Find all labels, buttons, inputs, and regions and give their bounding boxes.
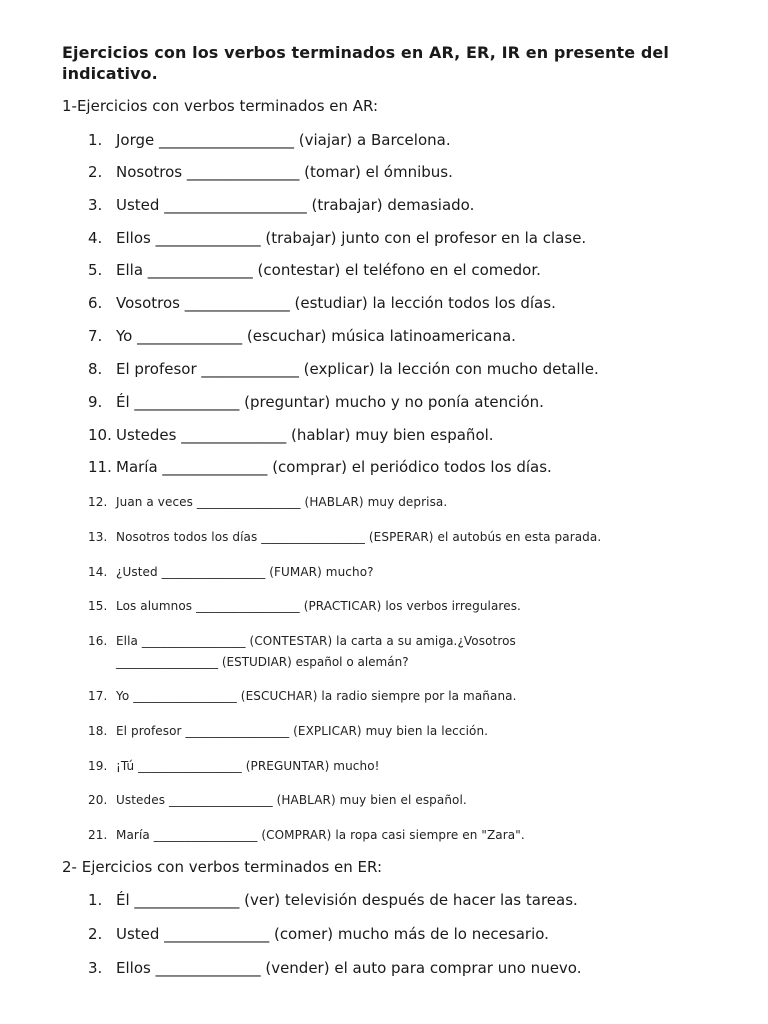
item-number: 3. bbox=[88, 959, 103, 977]
item-text: Juan a veces _________________ (HABLAR) muy deprisa. bbox=[116, 495, 448, 509]
exercise-er-item-2 bbox=[88, 924, 549, 944]
item-number: 1. bbox=[88, 891, 103, 909]
item-number: 3. bbox=[88, 196, 103, 214]
page-title: Ejercicios con los verbos terminados en AR, ER, IR en presente del indicativo. bbox=[62, 43, 669, 83]
section-2-heading: 2- Ejercicios con verbos terminados en ER: bbox=[62, 858, 383, 876]
item-text: Yo _________________ (ESCUCHAR) la radio siempre por la mañana. bbox=[116, 689, 517, 703]
item-number: 1. bbox=[88, 131, 103, 149]
exercise-item-16-continuation: _________________ (ESTUDIAR) español o alemán? bbox=[116, 655, 409, 669]
item-number: 10. bbox=[88, 426, 112, 444]
item-number: 16. bbox=[88, 634, 108, 648]
exercise-item-17 bbox=[88, 686, 517, 706]
item-text: María ______________ (comprar) el periódico todos los días. bbox=[116, 458, 552, 476]
exercise-item-12 bbox=[88, 492, 447, 512]
item-text: Jorge __________________ (viajar) a Barcelona. bbox=[116, 131, 451, 149]
item-text: Nosotros todos los días _________________ (ESPERAR) el autobús en esta parada. bbox=[116, 530, 602, 544]
section-1-heading: 1-Ejercicios con verbos terminados en AR: bbox=[62, 97, 379, 115]
exercise-item-2 bbox=[88, 162, 453, 182]
item-number: 18. bbox=[88, 724, 108, 738]
exercise-item-1 bbox=[88, 130, 451, 150]
exercise-item-5 bbox=[88, 260, 541, 280]
item-text: Ellos ______________ (vender) el auto para comprar uno nuevo. bbox=[116, 959, 582, 977]
exercise-item-15 bbox=[88, 596, 521, 616]
item-text: Nosotros _______________ (tomar) el ómnibus. bbox=[116, 163, 453, 181]
item-text: Ella _________________ (CONTESTAR) la carta a su amiga.¿Vosotros bbox=[116, 634, 516, 648]
item-number: 6. bbox=[88, 294, 103, 312]
item-text: Vosotros ______________ (estudiar) la lección todos los días. bbox=[116, 294, 556, 312]
item-number: 12. bbox=[88, 495, 108, 509]
item-text: El profesor _________________ (EXPLICAR) muy bien la lección. bbox=[116, 724, 489, 738]
item-text: María _________________ (COMPRAR) la ropa casi siempre en "Zara". bbox=[116, 828, 525, 842]
item-text: Yo ______________ (escuchar) música latinoamericana. bbox=[116, 327, 516, 345]
exercise-item-14 bbox=[88, 562, 374, 582]
exercise-item-11 bbox=[88, 457, 552, 477]
item-number: 5. bbox=[88, 261, 103, 279]
item-text: Ustedes _________________ (HABLAR) muy bien el español. bbox=[116, 793, 467, 807]
exercise-item-18 bbox=[88, 721, 488, 741]
item-number: 14. bbox=[88, 565, 108, 579]
exercise-item-7 bbox=[88, 326, 516, 346]
item-text: Él ______________ (ver) televisión después de hacer las tareas. bbox=[116, 891, 578, 909]
exercise-item-3 bbox=[88, 195, 474, 215]
item-text: Usted ___________________ (trabajar) demasiado. bbox=[116, 196, 475, 214]
item-number: 17. bbox=[88, 689, 108, 703]
item-text: Ustedes ______________ (hablar) muy bien español. bbox=[116, 426, 494, 444]
exercise-item-8 bbox=[88, 359, 599, 379]
item-number: 8. bbox=[88, 360, 103, 378]
exercise-item-9 bbox=[88, 392, 544, 412]
item-number: 2. bbox=[88, 163, 103, 181]
exercise-item-6 bbox=[88, 293, 556, 313]
exercise-item-4 bbox=[88, 228, 586, 248]
item-text: ¿Usted _________________ (FUMAR) mucho? bbox=[116, 565, 374, 579]
exercise-item-16 bbox=[88, 631, 516, 651]
exercise-item-10 bbox=[88, 425, 494, 445]
exercise-item-21 bbox=[88, 825, 525, 845]
item-text: Ellos ______________ (trabajar) junto con el profesor en la clase. bbox=[116, 229, 587, 247]
item-text: Él ______________ (preguntar) mucho y no ponía atención. bbox=[116, 393, 544, 411]
item-text: Los alumnos _________________ (PRACTICAR) los verbos irregulares. bbox=[116, 599, 521, 613]
item-number: 15. bbox=[88, 599, 108, 613]
exercise-item-20 bbox=[88, 790, 467, 810]
exercise-er-item-1 bbox=[88, 890, 578, 910]
item-number: 9. bbox=[88, 393, 103, 411]
item-number: 11. bbox=[88, 458, 112, 476]
exercise-item-13 bbox=[88, 527, 601, 547]
exercise-item-19 bbox=[88, 756, 380, 776]
exercise-er-item-3 bbox=[88, 958, 581, 978]
item-text: Usted ______________ (comer) mucho más de lo necesario. bbox=[116, 925, 549, 943]
item-number: 19. bbox=[88, 759, 108, 773]
item-text: El profesor _____________ (explicar) la lección con mucho detalle. bbox=[116, 360, 599, 378]
item-number: 4. bbox=[88, 229, 103, 247]
item-text: Ella ______________ (contestar) el teléfono en el comedor. bbox=[116, 261, 541, 279]
item-number: 7. bbox=[88, 327, 103, 345]
item-text: ¡Tú _________________ (PREGUNTAR) mucho! bbox=[116, 759, 380, 773]
item-number: 2. bbox=[88, 925, 103, 943]
item-number: 13. bbox=[88, 530, 108, 544]
item-number: 21. bbox=[88, 828, 108, 842]
item-number: 20. bbox=[88, 793, 108, 807]
